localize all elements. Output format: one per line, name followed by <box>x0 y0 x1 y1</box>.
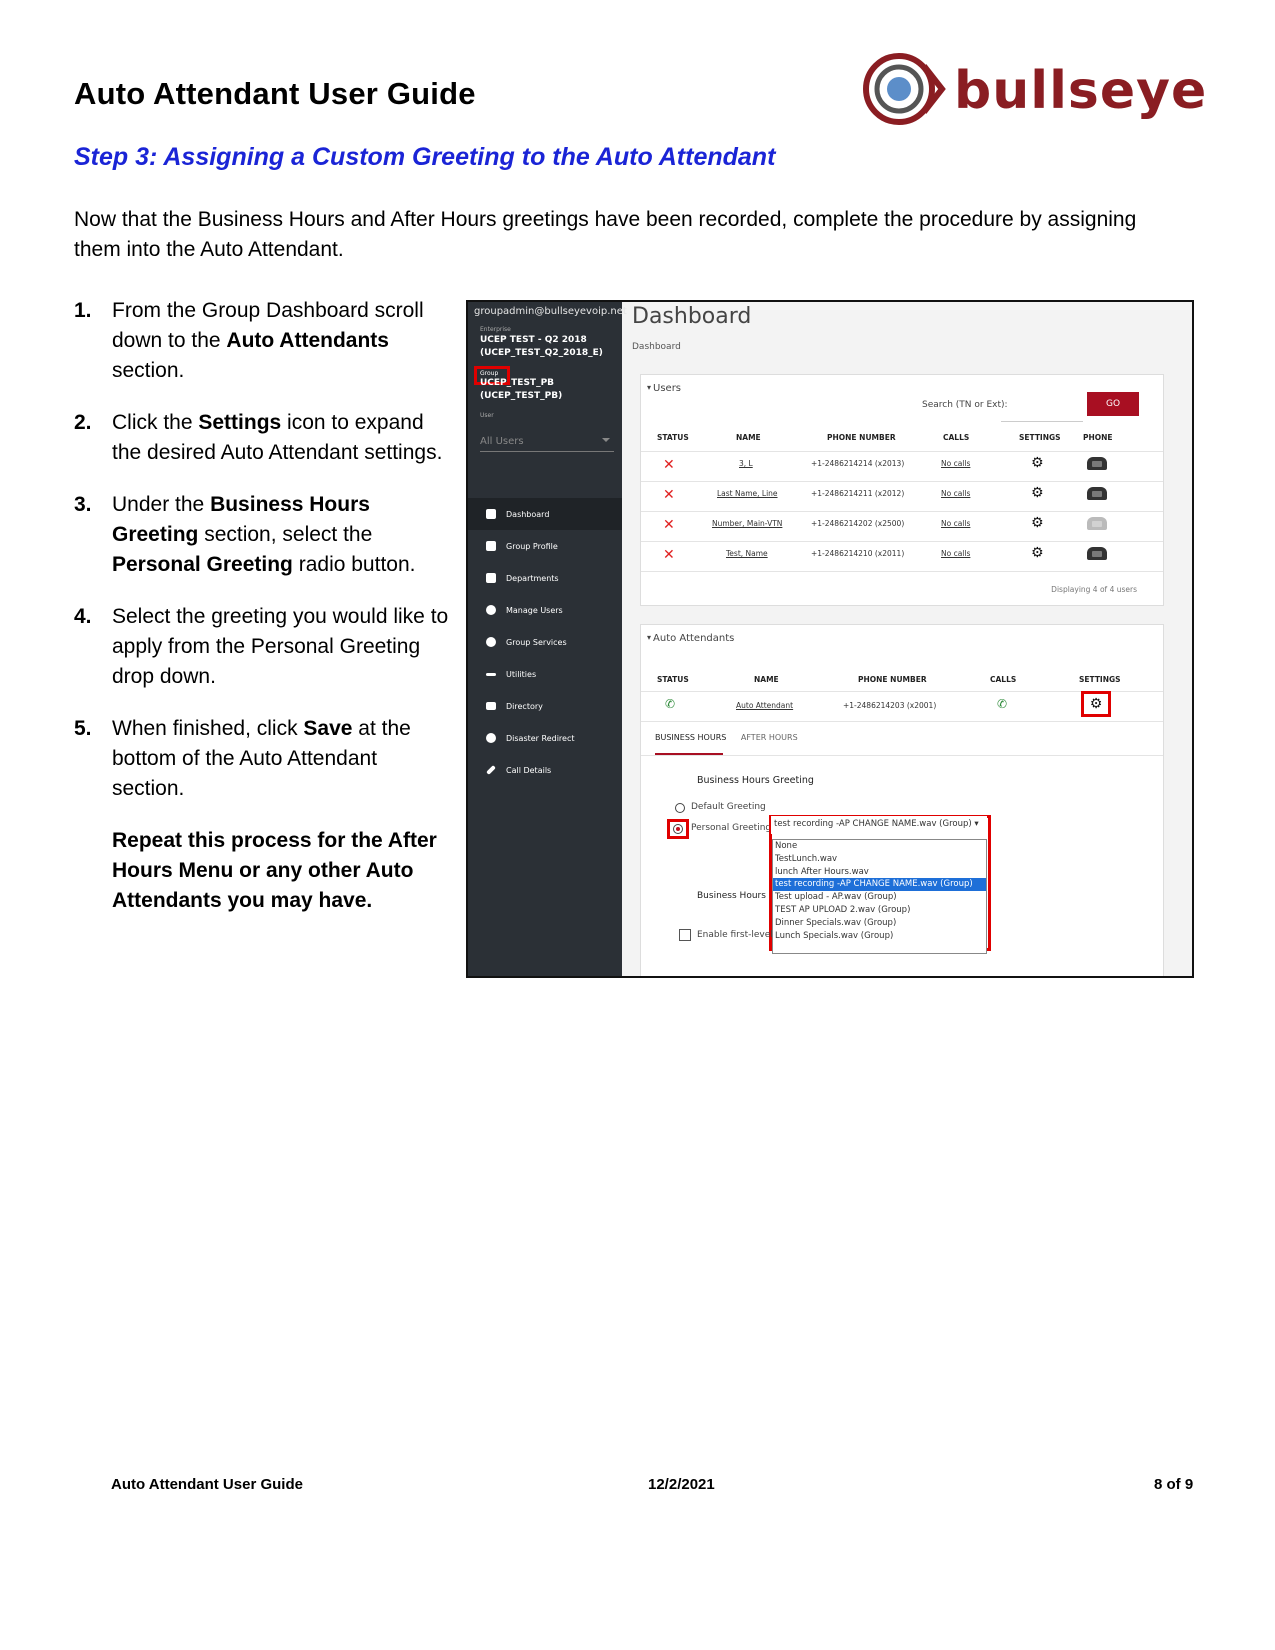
greeting-dropdown-list <box>772 839 987 954</box>
column-header: NAME <box>754 675 779 684</box>
chevron-down-icon <box>602 438 610 442</box>
calls-icon[interactable]: ✆ <box>997 697 1008 711</box>
default-greeting-radio[interactable] <box>675 803 685 813</box>
user-select-value: All Users <box>480 436 524 447</box>
dropdown-option-selected[interactable]: test recording -AP CHANGE NAME.wav (Group) <box>773 878 986 891</box>
user-email: groupadmin@bullseyevoip.net <box>474 306 627 317</box>
phone-number: +1-2486214214 (x2013) <box>811 459 905 468</box>
aa-card-title[interactable]: ▾ Auto Attendants <box>647 633 734 644</box>
calls-link[interactable]: No calls <box>941 459 971 468</box>
step-text: Under the <box>112 493 211 516</box>
status-icon: ✕ <box>663 517 675 533</box>
calls-link[interactable]: No calls <box>941 489 971 498</box>
nav-label: Departments <box>506 573 559 583</box>
step-number: 2. <box>74 411 92 434</box>
sidebar-nav <box>468 498 622 786</box>
tab-after-hours[interactable]: AFTER HOURS <box>740 733 798 742</box>
nav-label: Directory <box>506 701 543 711</box>
step-number: 1. <box>74 299 92 322</box>
main-panel <box>622 302 1192 976</box>
status-icon: ✕ <box>663 457 675 473</box>
auto-attendant-link[interactable]: Auto Attendant <box>736 701 794 710</box>
nav-label: Disaster Redirect <box>506 733 575 743</box>
dropdown-option[interactable]: TestLunch.wav <box>775 853 838 864</box>
user-select[interactable] <box>480 436 614 452</box>
calls-link[interactable]: No calls <box>941 549 971 558</box>
step-emphasis: Auto Attendants <box>226 329 389 352</box>
nav-label: Dashboard <box>506 509 550 519</box>
logo-wordmark: bullseye <box>954 61 1208 121</box>
step-text: radio button. <box>292 553 416 576</box>
column-header: PHONE NUMBER <box>858 675 927 684</box>
step-text: icon to expand the desired Auto Attendant settings. <box>112 411 443 464</box>
gear-icon: ⚙ <box>1089 696 1103 712</box>
column-header: PHONE <box>1083 433 1113 442</box>
dropdown-option[interactable]: Dinner Specials.wav (Group) <box>775 917 897 928</box>
group-value[interactable]: UCEP_TEST_PB <box>480 378 555 388</box>
column-header: NAME <box>736 433 761 442</box>
dropdown-option[interactable]: Lunch Specials.wav (Group) <box>775 930 894 941</box>
nav-departments[interactable] <box>468 562 622 594</box>
user-label: User <box>480 412 494 419</box>
nav-group-services[interactable] <box>468 626 622 658</box>
desk-phone-icon[interactable] <box>1087 517 1107 530</box>
nav-disaster-redirect[interactable] <box>468 722 622 754</box>
desk-phone-icon[interactable] <box>1087 487 1107 500</box>
greeting-tabs <box>655 733 798 742</box>
nav-utilities[interactable] <box>468 658 622 690</box>
business-hours-label: Business Hours <box>697 891 766 901</box>
users-card-title[interactable]: ▾ Users <box>647 383 681 394</box>
step-text: Select the greeting you would like to apply from the Personal Greeting drop down. <box>112 605 449 688</box>
nav-dashboard[interactable] <box>468 498 622 530</box>
search-input[interactable] <box>1001 421 1083 422</box>
step-4 <box>74 602 454 692</box>
settings-gear-highlighted[interactable] <box>1081 691 1111 717</box>
column-header: CALLS <box>943 433 970 442</box>
dropdown-option[interactable]: TEST AP UPLOAD 2.wav (Group) <box>775 904 911 915</box>
footer-date: 12/2/2021 <box>648 1476 715 1493</box>
step-emphasis: Save <box>303 717 353 740</box>
page-title: Dashboard <box>632 304 752 329</box>
column-header: CALLS <box>990 675 1017 684</box>
phone-number: +1-2486214211 (x2012) <box>811 489 905 498</box>
user-name-link[interactable]: Test, Name <box>726 549 768 558</box>
nav-label: Group Profile <box>506 541 558 551</box>
dropdown-option[interactable]: lunch After Hours.wav <box>775 866 869 877</box>
auto-attendants-card <box>640 624 1164 978</box>
step-2 <box>74 408 454 468</box>
step-emphasis: Settings <box>198 411 282 434</box>
nav-label: Group Services <box>506 637 567 647</box>
group-label: Group <box>480 370 499 377</box>
gear-icon[interactable]: ⚙ <box>1031 485 1044 501</box>
phone-status-icon: ✆ <box>665 697 676 711</box>
dropdown-option[interactable]: None <box>775 841 798 851</box>
nav-directory[interactable] <box>468 690 622 722</box>
enable-first-level-checkbox[interactable] <box>679 929 691 941</box>
step-emphasis: Personal Greeting <box>112 553 293 576</box>
step-1 <box>74 296 454 386</box>
phone-number: +1-2486214202 (x2500) <box>811 519 905 528</box>
calls-link[interactable]: No calls <box>941 519 971 528</box>
gear-icon[interactable]: ⚙ <box>1031 515 1044 531</box>
phone-number: +1-2486214203 (x2001) <box>843 701 937 710</box>
desk-phone-icon[interactable] <box>1087 547 1107 560</box>
dashboard-icon <box>476 509 506 519</box>
search-label: Search (TN or Ext): <box>922 400 1008 410</box>
column-header: SETTINGS <box>1079 675 1121 684</box>
phone-number: +1-2486214210 (x2011) <box>811 549 905 558</box>
default-greeting-label: Default Greeting <box>691 802 766 812</box>
chevron-down-icon: ▾ <box>974 819 979 829</box>
personal-greeting-select[interactable] <box>771 816 987 834</box>
phone-icon <box>476 765 506 775</box>
desk-phone-icon[interactable] <box>1087 457 1107 470</box>
personal-greeting-label: Personal Greeting <box>691 823 772 833</box>
dropdown-option[interactable]: Test upload - AP.wav (Group) <box>775 892 897 903</box>
nav-call-details[interactable] <box>468 754 622 786</box>
user-gear-icon <box>476 605 506 615</box>
alert-icon <box>476 733 506 743</box>
step-3 <box>74 490 454 580</box>
document-title: Auto Attendant User Guide <box>74 76 476 111</box>
hierarchy-icon <box>476 573 506 583</box>
folder-icon <box>476 702 506 710</box>
enterprise-id: (UCEP_TEST_Q2_2018_E) <box>480 348 603 358</box>
enterprise-value[interactable]: UCEP TEST - Q2 2018 <box>480 335 587 345</box>
footer-title: Auto Attendant User Guide <box>111 1476 303 1493</box>
users-card <box>640 374 1164 606</box>
bullseye-logo <box>862 52 1228 126</box>
sidebar <box>468 302 627 976</box>
go-button[interactable]: GO <box>1087 392 1139 416</box>
user-name-link[interactable]: 3, L <box>739 459 753 468</box>
step-heading: Step 3: Assigning a Custom Greeting to the Auto Attendant <box>74 143 776 171</box>
building-icon <box>476 541 506 551</box>
key-icon <box>476 673 506 676</box>
breadcrumb[interactable]: Dashboard <box>632 342 681 352</box>
step-5 <box>74 714 454 804</box>
tab-business-hours[interactable]: BUSINESS HOURS <box>655 733 727 742</box>
step-text: section, select the <box>198 523 373 546</box>
intro-paragraph: Now that the Business Hours and After Hours greetings have been recorded, complete the procedure by assigning them into the Auto Attendant. <box>74 208 1137 261</box>
nav-label: Call Details <box>506 765 552 775</box>
gear-icon[interactable]: ⚙ <box>1031 455 1044 471</box>
gear-icon <box>476 637 506 647</box>
steps-list <box>74 296 454 916</box>
step-number: 4. <box>74 605 92 628</box>
step-text: Click the <box>112 411 199 434</box>
enable-first-level-label: Enable first-level <box>697 930 773 940</box>
user-name-link[interactable]: Last Name, Line <box>717 489 778 498</box>
displaying-count: Displaying 4 of 4 users <box>1051 585 1137 594</box>
user-name-link[interactable]: Number, Main-VTN <box>712 519 783 528</box>
nav-group-profile[interactable] <box>468 530 622 562</box>
column-header: STATUS <box>657 675 689 684</box>
step-number: 3. <box>74 493 92 516</box>
group-id: (UCEP_TEST_PB) <box>480 391 563 401</box>
step-emphasis: Business Hours Greeting <box>112 493 370 546</box>
column-header: SETTINGS <box>1019 433 1061 442</box>
gear-icon[interactable]: ⚙ <box>1031 545 1044 561</box>
step-number: 5. <box>74 717 92 740</box>
nav-label: Utilities <box>506 669 537 679</box>
step-text: section. <box>112 359 185 382</box>
nav-label: Manage Users <box>506 605 563 615</box>
step-text: From the Group Dashboard scroll down to the <box>112 299 424 352</box>
status-icon: ✕ <box>663 547 675 563</box>
business-hours-greeting-title: Business Hours Greeting <box>697 775 814 786</box>
enterprise-label: Enterprise <box>480 326 511 333</box>
column-header: PHONE NUMBER <box>827 433 896 442</box>
nav-manage-users[interactable] <box>468 594 622 626</box>
status-icon: ✕ <box>663 487 675 503</box>
column-header: STATUS <box>657 433 689 442</box>
selected-greeting-value: test recording -AP CHANGE NAME.wav (Group) <box>774 819 972 829</box>
page-number: 8 of 9 <box>1154 1476 1194 1493</box>
personal-greeting-radio[interactable] <box>673 824 683 834</box>
dashboard-screenshot <box>466 300 1194 978</box>
step-text: When finished, click <box>112 717 304 740</box>
step-text: at the bottom of the Auto Attendant section. <box>112 717 411 800</box>
repeat-note: Repeat this process for the After Hours Menu or any other Auto Attendants you may have. <box>112 829 437 912</box>
